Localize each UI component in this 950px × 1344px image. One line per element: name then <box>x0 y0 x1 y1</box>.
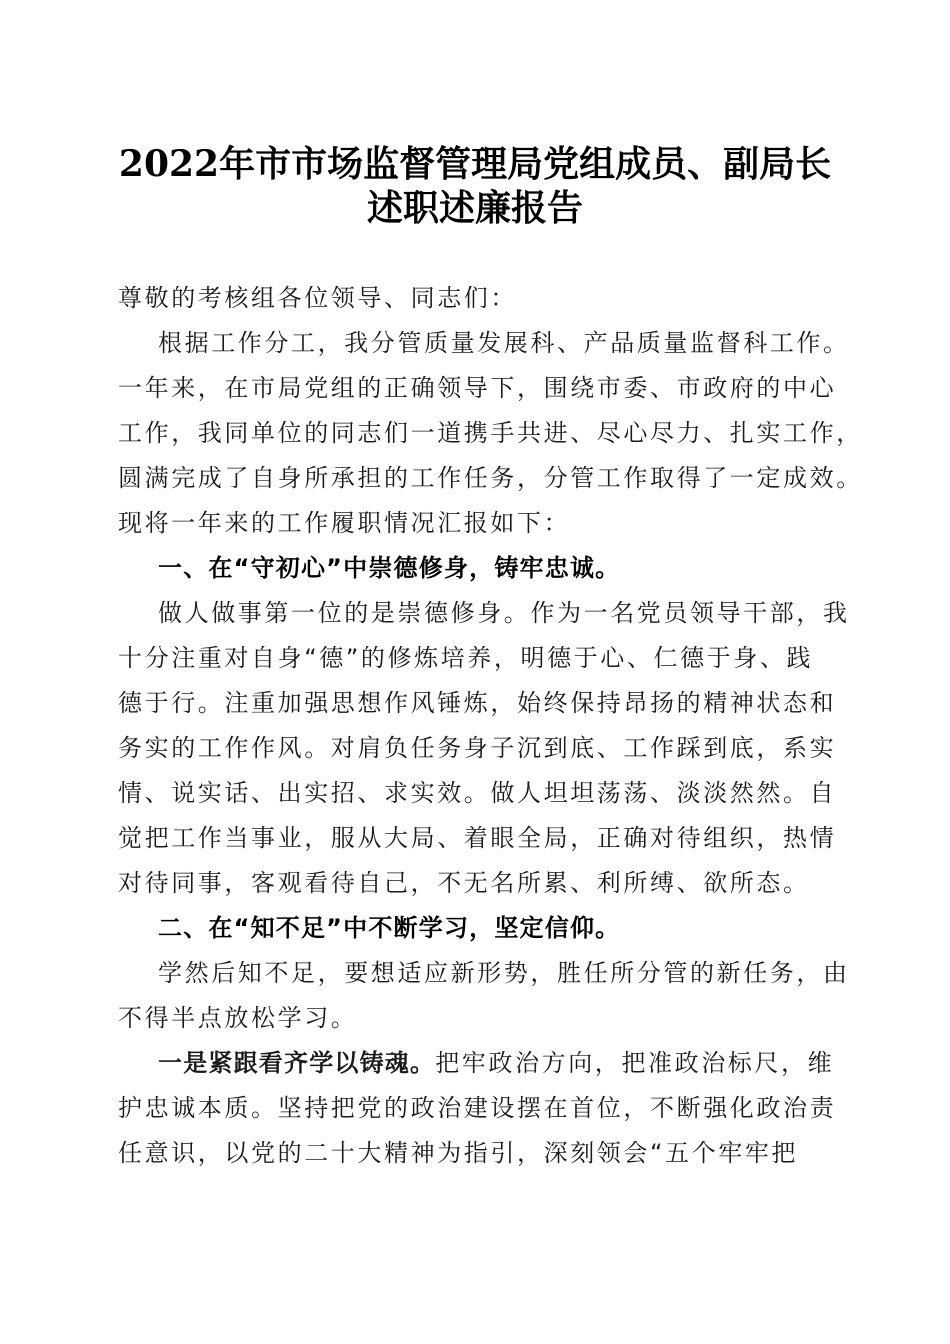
paragraph-line: 对待同事，客观看待自己，不无名所累、利所缚、欲所态。 <box>118 869 810 897</box>
paragraph-line: 务实的工作作风。对肩负任务身子沉到底、工作踩到底，系实 <box>118 734 837 762</box>
paragraph-line: 现将一年来的工作履职情况汇报如下： <box>118 509 571 537</box>
document-title-line-1: 2022年市市场监督管理局党组成员、副局长 <box>118 143 832 185</box>
document-title-line-2: 述职述廉报告 <box>366 187 583 229</box>
paragraph-line: 十分注重对自身“德”的修炼培养，明德于心、仁德于身、践 <box>118 644 814 672</box>
paragraph-line: 工作，我同单位的同志们一道携手共进、尽心尽力、扎实工作， <box>118 419 863 447</box>
subpoint-text: 把牢政治方向，把准政治标尺，维 <box>435 1049 835 1077</box>
paragraph-line: 不得半点放松学习。 <box>118 1004 358 1032</box>
paragraph-line <box>158 1041 878 1086</box>
paragraph-line: 任意识，以党的二十大精神为指引，深刻领会“五个牢牢把 <box>118 1139 799 1167</box>
paragraph-line: 根据工作分工，我分管质量发展科、产品质量监督科工作。 <box>158 329 850 357</box>
paragraph-line: 德于行。注重加强思想作风锤炼，始终保持昂扬的精神状态和 <box>118 689 837 717</box>
paragraph-line: 情、说实话、出实招、求实效。做人坦坦荡荡、淡淡然然。自 <box>118 779 837 807</box>
section-heading-1: 一、在“守初心”中崇德修身，铸牢忠诚。 <box>158 554 621 582</box>
paragraph-line: 护忠诚本质。坚持把党的政治建设摆在首位，不断强化政治责 <box>118 1094 837 1122</box>
paragraph-line: 学然后知不足，要想适应新形势，胜任所分管的新任务，由 <box>158 959 850 987</box>
section-heading-2: 二、在“知不足”中不断学习，坚定信仰。 <box>158 914 621 942</box>
subpoint-lead: 一是紧跟看齐学以铸魂。 <box>158 1049 436 1077</box>
paragraph-line: 做人做事第一位的是崇德修身。作为一名党员领导干部，我 <box>158 599 850 627</box>
paragraph-line: 圆满完成了自身所承担的工作任务，分管工作取得了一定成效。 <box>118 464 863 492</box>
paragraph-line: 一年来，在市局党组的正确领导下，围绕市委、市政府的中心 <box>118 374 837 402</box>
paragraph-line: 觉把工作当事业，服从大局、着眼全局，正确对待组织，热情 <box>118 824 837 852</box>
salutation: 尊敬的考核组各位领导、同志们： <box>118 284 517 312</box>
